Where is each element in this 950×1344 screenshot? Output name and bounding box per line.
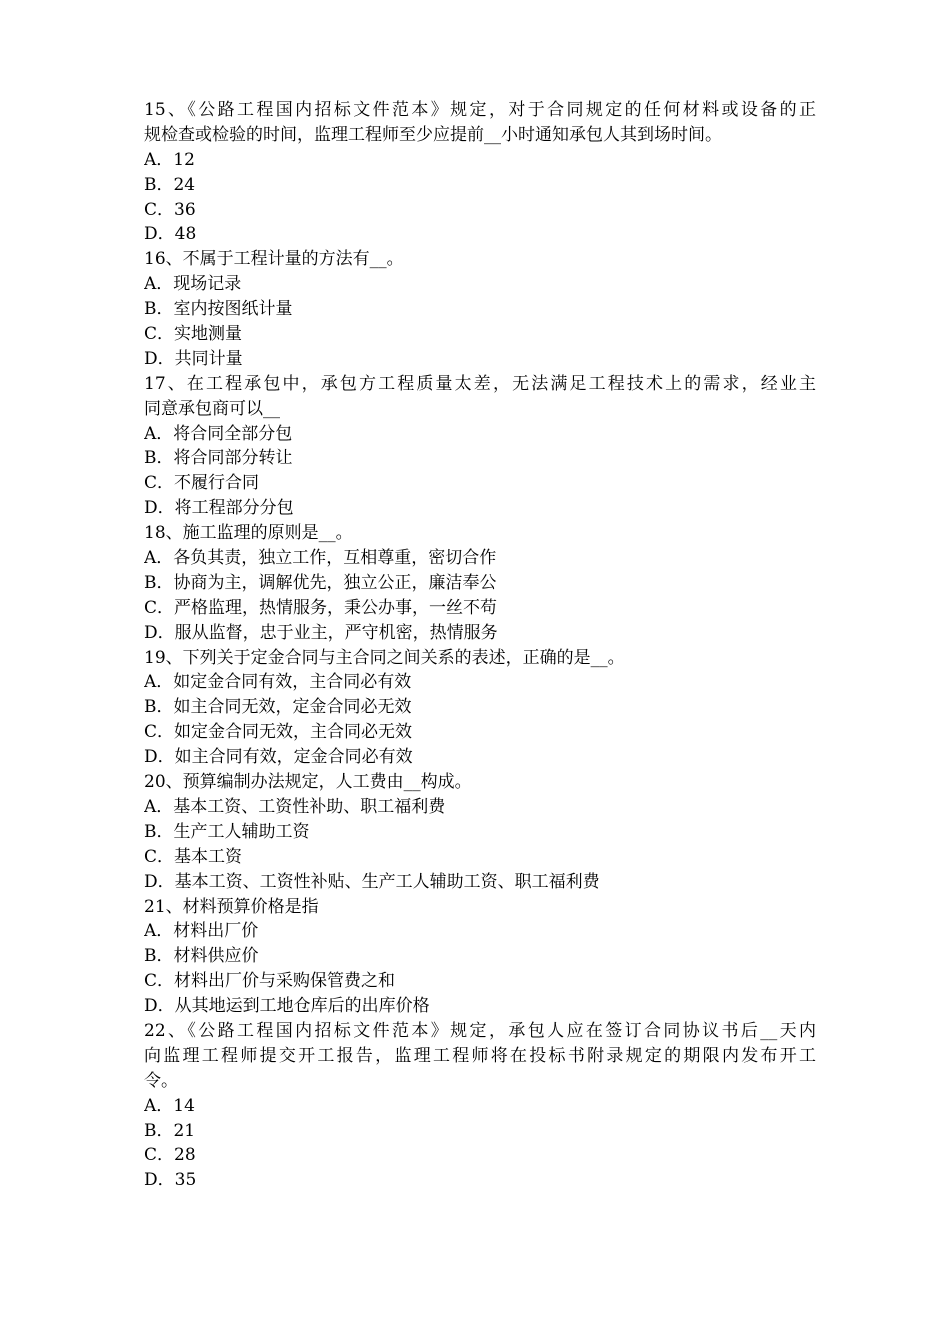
option-d: D．35 — [144, 1170, 197, 1191]
option-a: A．材料出厂价 — [144, 921, 259, 942]
option-c: C．基本工资 — [144, 846, 243, 867]
question-18 — [144, 521, 816, 645]
option-a: A．将合同全部分包 — [144, 423, 293, 444]
option-b: B．如主合同无效，定金合同必无效 — [144, 697, 412, 718]
option-a: A．14 — [144, 1095, 195, 1116]
option-a: A．现场记录 — [144, 274, 242, 295]
option-d: D．服从监督，忠于业主，严守机密，热情服务 — [144, 622, 498, 643]
option-d: D．如主合同有效，定金合同必有效 — [144, 747, 413, 768]
option-c: C．不履行合同 — [144, 473, 260, 494]
option-a: A．基本工资、工资性补助、职工福利费 — [144, 796, 446, 817]
question-stem-line: 18、施工监理的原则是__。 — [144, 523, 353, 544]
question-stem-line: 20、预算编制办法规定，人工费由__构成。 — [144, 772, 472, 793]
option-d: D．将工程部分分包 — [144, 498, 294, 519]
question-21 — [144, 895, 816, 1019]
document-body — [144, 98, 816, 1193]
question-stem-line: 16、不属于工程计量的方法有__。 — [144, 249, 404, 270]
option-b: B．21 — [144, 1120, 196, 1141]
option-b: B．协商为主，调解优先，独立公正，廉洁奉公 — [144, 572, 497, 593]
option-b: B．生产工人辅助工资 — [144, 821, 310, 842]
option-b: B．将合同部分转让 — [144, 448, 293, 469]
option-d: D．48 — [144, 224, 197, 245]
question-stem-line: 15、《公路工程国内招标文件范本》规定，对于合同规定的任何材料或设备的正 — [144, 100, 816, 120]
question-22 — [144, 1019, 816, 1193]
option-d: D．基本工资、工资性补贴、生产工人辅助工资、职工福利费 — [144, 871, 600, 892]
option-a: A．如定金合同有效，主合同必有效 — [144, 672, 412, 693]
question-19 — [144, 646, 816, 770]
question-17 — [144, 372, 816, 521]
option-c: C．28 — [144, 1145, 196, 1166]
option-a: A．12 — [144, 149, 195, 170]
option-b: B．室内按图纸计量 — [144, 299, 293, 320]
question-stem-line: 17、在工程承包中，承包方工程质量太差，无法满足工程技术上的需求，经业主 — [144, 373, 816, 394]
option-d: D．共同计量 — [144, 348, 243, 369]
option-c: C．如定金合同无效，主合同必无效 — [144, 722, 413, 743]
option-c: C．材料出厂价与采购保管费之和 — [144, 971, 396, 992]
option-c: C．实地测量 — [144, 324, 243, 345]
option-a: A．各负其责，独立工作，互相尊重，密切合作 — [144, 548, 497, 569]
option-d: D．从其地运到工地仓库后的出库价格 — [144, 996, 430, 1017]
option-c: C．严格监理，热情服务，秉公办事，一丝不苟 — [144, 597, 498, 618]
option-c: C．36 — [144, 199, 196, 220]
question-stem-line: 同意承包商可以__ — [144, 398, 280, 419]
question-15 — [144, 98, 816, 247]
question-stem-line: 21、材料预算价格是指 — [144, 896, 319, 917]
question-stem-line: 22、《公路工程国内招标文件范本》规定，承包人应在签订合同协议书后__天内 — [144, 1020, 816, 1041]
question-stem-line: 规检查或检验的时间，监理工程师至少应提前__小时通知承包人其到场时间。 — [144, 124, 722, 145]
option-b: B．24 — [144, 174, 196, 195]
question-stem-line: 令。 — [144, 1070, 178, 1091]
question-stem-line: 19、下列关于定金合同与主合同之间关系的表述，正确的是__。 — [144, 647, 625, 668]
question-20 — [144, 770, 816, 894]
option-b: B．材料供应价 — [144, 946, 259, 967]
question-stem-line: 向监理工程师提交开工报告，监理工程师将在投标书附录规定的期限内发布开工 — [144, 1045, 816, 1066]
question-16 — [144, 247, 816, 371]
